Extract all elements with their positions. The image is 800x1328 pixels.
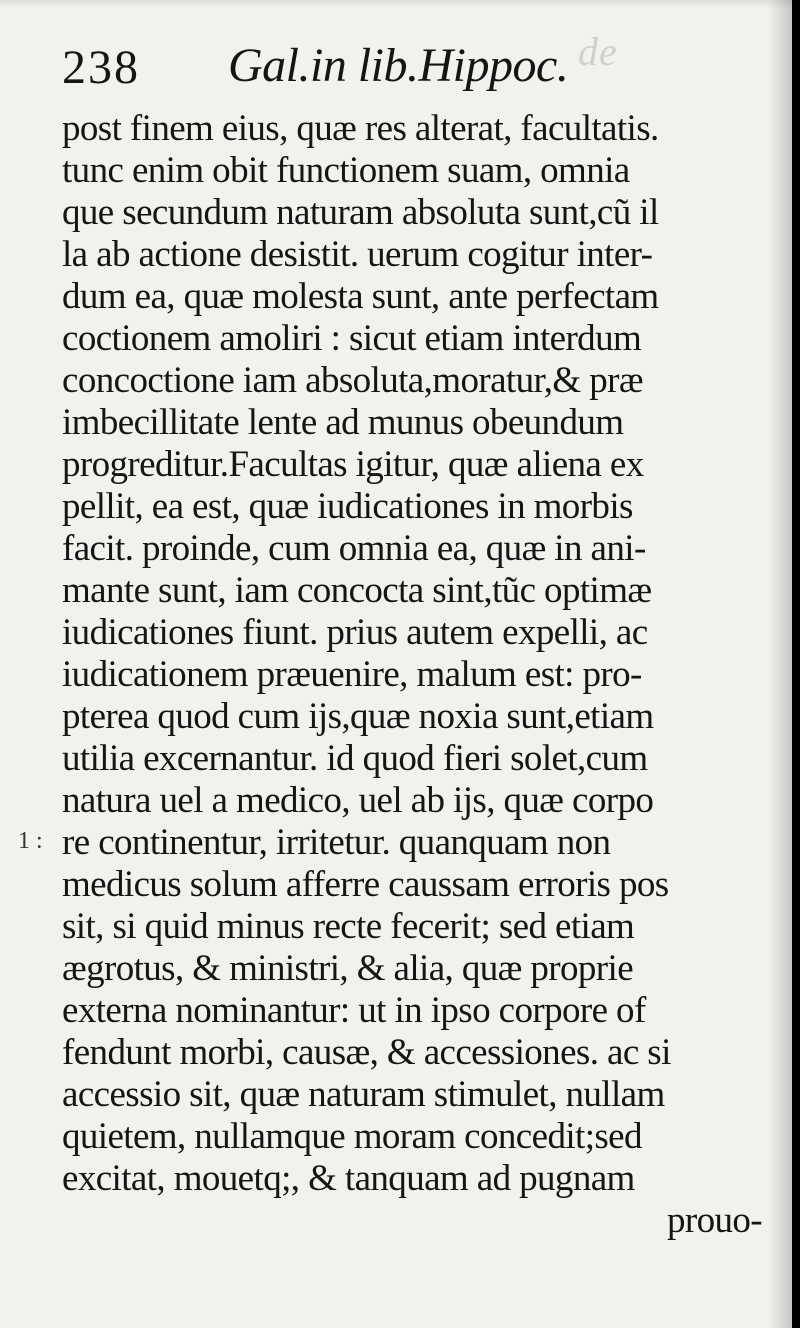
text-line: medicus solum afferre caussam erroris pos xyxy=(62,864,669,905)
text-line: pterea quod cum ijs,quæ noxia sunt,etiam xyxy=(62,696,654,737)
text-line: mante sunt, iam concocta sint,tũc optimæ xyxy=(62,570,652,611)
page-edge-shadow xyxy=(768,0,792,1328)
text-line: progreditur.Facultas igitur, quæ aliena ex xyxy=(62,444,644,485)
text-line: re continentur, irritetur. quanquam non xyxy=(62,822,611,863)
text-line: imbecillitate lente ad munus obeundum xyxy=(62,402,624,443)
text-line: iudicationem præuenire, malum est: pro- xyxy=(62,654,642,695)
text-line: coctionem amoliri : sicut etiam interdum xyxy=(62,318,642,359)
catchword: prouo- xyxy=(666,1200,762,1241)
running-head: Gal.in lib.Hippoc. xyxy=(228,39,569,92)
text-line: post finem eius, quæ res alterat, facultatis. xyxy=(62,108,659,149)
text-line: pellit, ea est, quæ iudicationes in morbis xyxy=(62,486,633,527)
bleed-through-text: de xyxy=(578,29,618,74)
text-line: iudicationes fiunt. prius autem expelli, ac xyxy=(62,612,648,653)
margin-note: 1 : xyxy=(18,828,43,854)
text-line: accessio sit, quæ naturam stimulet, nullam xyxy=(62,1074,665,1115)
text-line: que secundum naturam absoluta sunt,cũ il xyxy=(62,192,659,233)
page-header xyxy=(62,40,592,98)
text-line: concoctione iam absoluta,moratur,& præ xyxy=(62,360,643,401)
text-line: excitat, mouetq;, & tanquam ad pugnam xyxy=(62,1158,635,1199)
page-number: 238 xyxy=(62,41,140,94)
text-line: quietem, nullamque moram concedit;sed xyxy=(62,1116,642,1157)
text-line: sit, si quid minus recte fecerit; sed etiam xyxy=(62,906,635,947)
body-text xyxy=(62,108,762,1242)
text-line: natura uel a medico, uel ab ijs, quæ corpo xyxy=(62,780,654,821)
text-line: externa nominantur: ut in ipso corpore of xyxy=(62,990,646,1031)
text-line: la ab actione desistit. uerum cogitur inter- xyxy=(62,234,653,275)
text-line: fendunt morbi, causæ, & accessiones. ac si xyxy=(62,1032,671,1073)
page-top-shadow xyxy=(0,0,792,8)
text-line: tunc enim obit functionem suam, omnia xyxy=(62,150,630,191)
text-line: ægrotus, & ministri, & alia, quæ proprie xyxy=(62,948,634,989)
text-line: facit. proinde, cum omnia ea, quæ in ani- xyxy=(62,528,646,569)
text-line: utilia excernantur. id quod fieri solet,cum xyxy=(62,738,648,779)
text-line: dum ea, quæ molesta sunt, ante perfectam xyxy=(62,276,659,317)
